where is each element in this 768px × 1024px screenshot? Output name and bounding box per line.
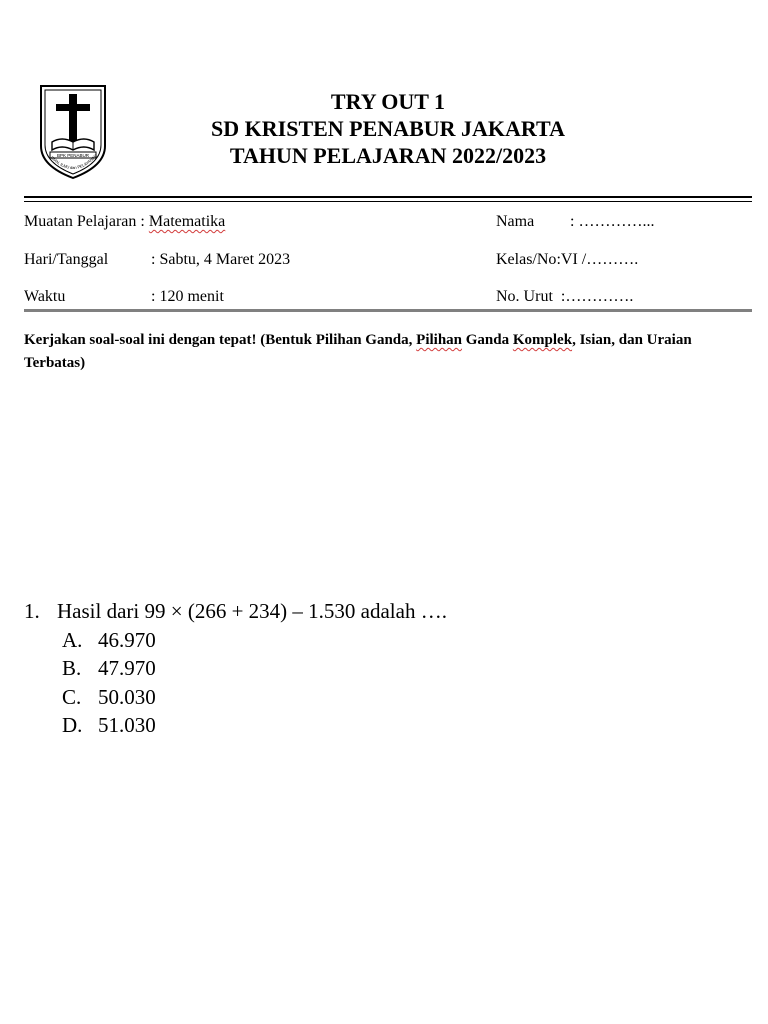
date-value: : Sabtu, 4 Maret 2023 <box>151 251 291 268</box>
subject-label: Muatan Pelajaran <box>24 213 137 230</box>
option-value: 46.970 <box>98 627 156 652</box>
question-number: 1. <box>24 599 40 623</box>
instruction-part-1: Kerjakan soal-soal ini dengan tepat! (Bentuk Pilihan Ganda, <box>24 332 417 348</box>
title-line-1: TRY OUT 1 <box>330 89 446 114</box>
class-label: Kelas/No <box>496 251 557 268</box>
instruction-part-5: , Isian, dan Uraian Terbatas) <box>24 332 692 371</box>
option-c[interactable] <box>24 683 447 712</box>
subject-name: Matematika <box>148 213 226 230</box>
header-rule-thin <box>24 201 752 202</box>
info-bottom-rule <box>24 309 752 312</box>
option-value: 50.030 <box>98 684 156 709</box>
option-letter: D. <box>62 713 83 737</box>
question-stem <box>24 597 447 626</box>
time-value: : 120 menit <box>151 288 224 305</box>
instruction-text <box>24 329 754 375</box>
option-a[interactable] <box>24 626 447 655</box>
class-row <box>496 250 638 270</box>
name-row <box>496 212 654 232</box>
order-label: No. Urut <box>496 288 553 305</box>
logo-motto: IMAN, ILMU dan PELAYANAN <box>49 153 98 171</box>
subject-value: : Matematika <box>140 213 226 230</box>
option-d[interactable] <box>24 711 447 740</box>
question-text: Hasil dari 99 × (266 + 234) – 1.530 adalah …. <box>57 599 447 623</box>
instruction-part-3: Ganda <box>462 332 513 348</box>
instruction-part-2: Pilihan <box>416 332 463 348</box>
title-line-2: SD KRISTEN PENABUR JAKARTA <box>211 116 565 141</box>
option-letter: C. <box>62 684 82 709</box>
option-letter: A. <box>62 627 83 652</box>
exam-title <box>150 88 626 169</box>
subject-row <box>24 212 225 232</box>
time-row <box>24 287 224 307</box>
order-value[interactable]: :…………. <box>560 288 634 305</box>
logo-banner-text: BPK PENABUR <box>56 153 90 158</box>
name-value[interactable]: : …………... <box>570 213 655 230</box>
date-label: Hari/Tanggal <box>24 251 109 268</box>
penabur-crest-icon <box>38 84 108 180</box>
header-rule-thick <box>24 196 752 198</box>
name-label: Nama <box>496 213 535 230</box>
time-label: Waktu <box>24 288 66 305</box>
class-value[interactable]: :VI /………. <box>556 251 639 268</box>
question-1 <box>24 597 447 740</box>
date-row <box>24 250 290 270</box>
title-line-3: TAHUN PELAJARAN 2022/2023 <box>229 143 547 168</box>
answer-options <box>24 626 447 740</box>
instruction-part-4: Komplek <box>512 332 573 348</box>
option-value: 47.970 <box>98 656 156 680</box>
option-letter: B. <box>62 656 82 680</box>
order-row <box>496 287 633 307</box>
option-b[interactable] <box>24 654 447 683</box>
option-value: 51.030 <box>98 713 156 737</box>
